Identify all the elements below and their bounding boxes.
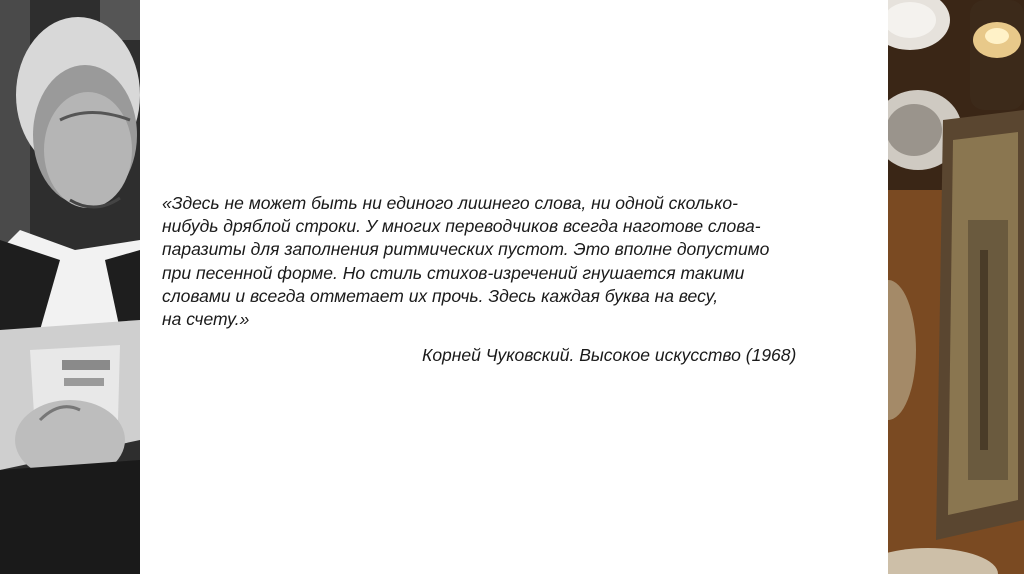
slide-content xyxy=(140,0,888,574)
quote-text: «Здесь не может быть ни единого лишнего слова, ни одной сколько- нибудь дряблой строки. У многих переводчиков всегда наготове слова- паразиты для заполнения ритмических пустот. Это вполне допустимо при песенной форме. Но стиль стихов-изречений гнушается такими словами и всегда отметает их прочь. Здесь каждая буква на весу, на счету.» xyxy=(162,193,770,330)
decorative-photo xyxy=(888,0,1024,574)
portrait-photo xyxy=(0,0,140,574)
portrait-illustration xyxy=(0,0,140,574)
quote-attribution: Корней Чуковский. Высокое искусство (1968) xyxy=(422,345,797,365)
candle-book-illustration xyxy=(888,0,1024,574)
